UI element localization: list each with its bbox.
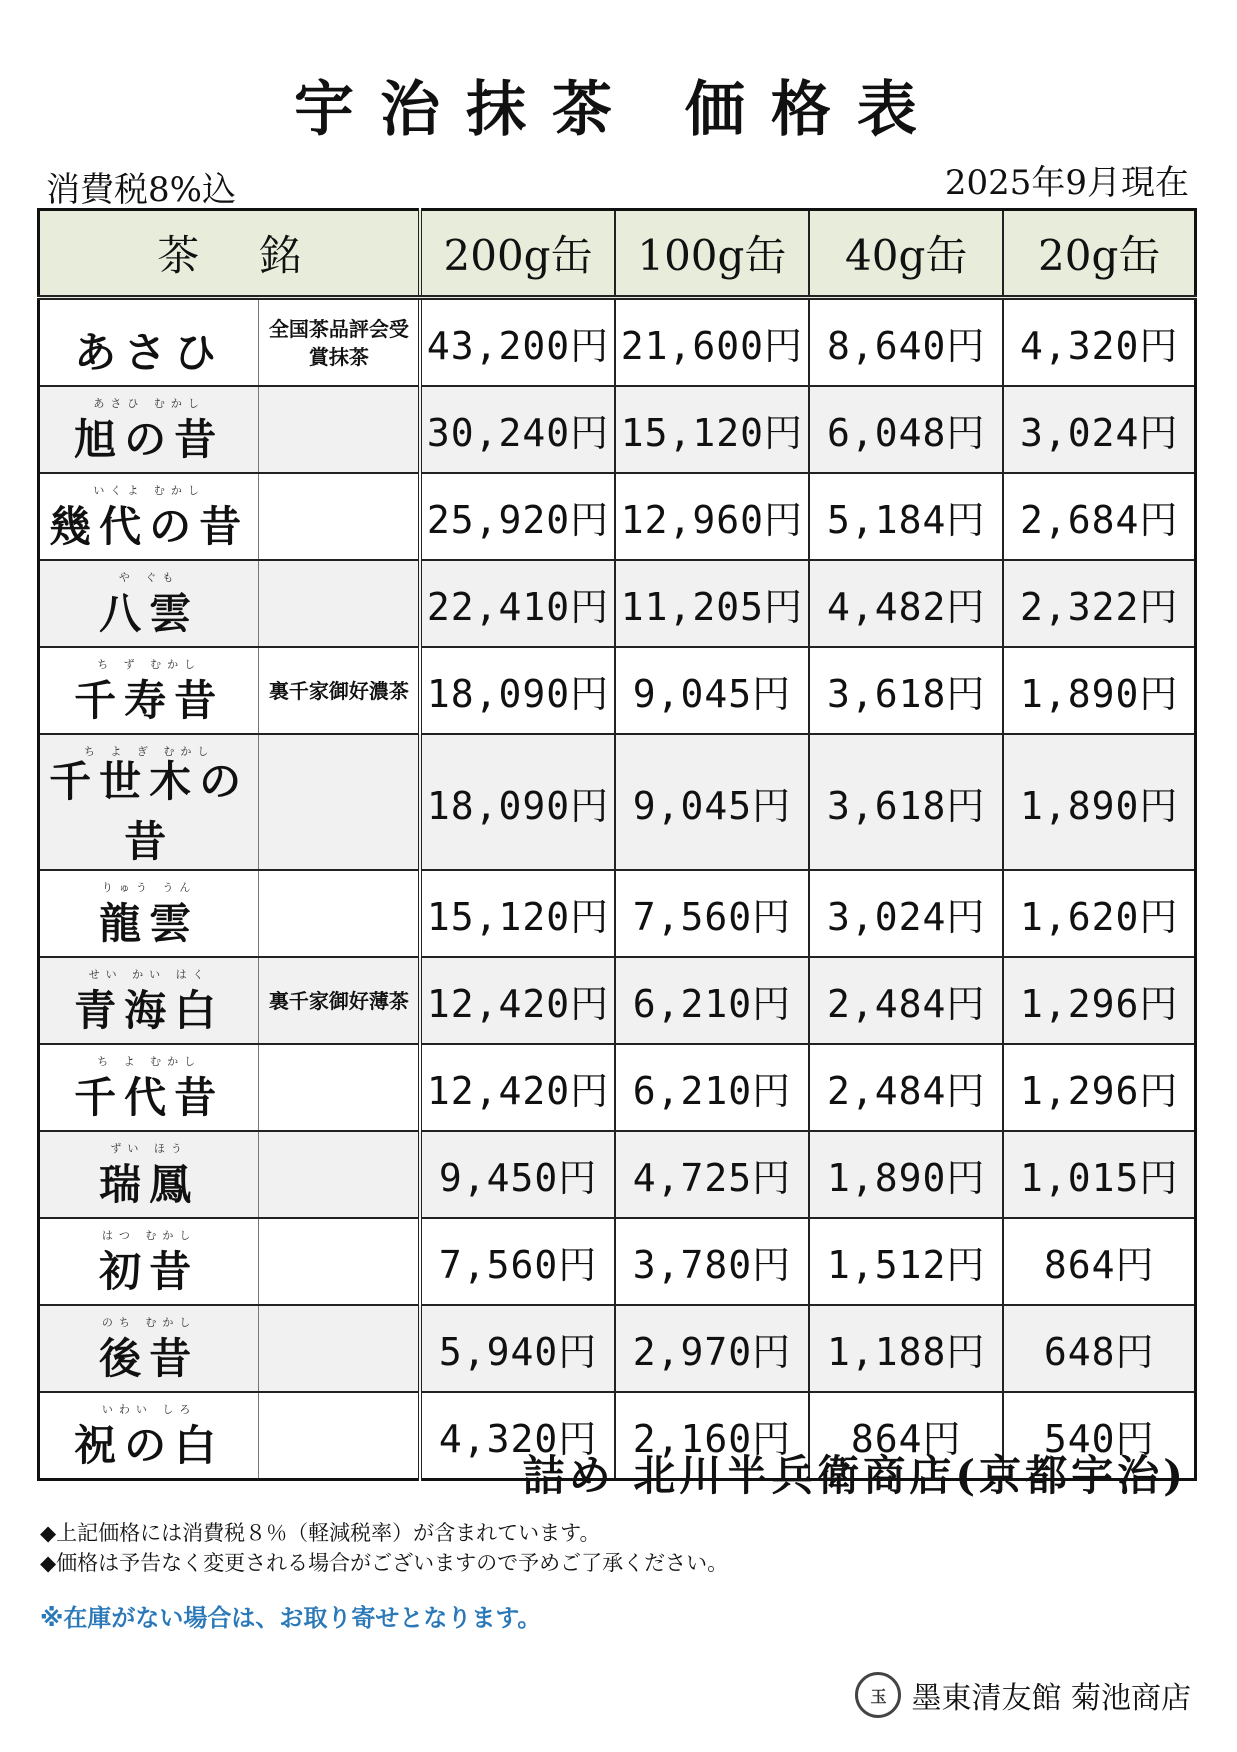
tea-name: 千寿昔 (74, 675, 225, 725)
tea-reading: いくよ むかし (93, 484, 205, 497)
tea-note (259, 734, 421, 870)
price-cell: 30,240円 (420, 386, 614, 473)
tea-name-cell (39, 957, 259, 1044)
tea-name-cell (39, 386, 259, 473)
price-cell: 864円 (1003, 1218, 1195, 1305)
table-header-row (39, 210, 1196, 298)
maker-label: 詰め 北川半兵衛商店(京都宇治) (522, 1451, 1187, 1500)
table-row (39, 1044, 1196, 1131)
table-row (39, 647, 1196, 734)
tea-note (259, 473, 421, 560)
price-cell: 1,296円 (1003, 1044, 1195, 1131)
tea-name: 瑞鳳 (99, 1159, 200, 1209)
tea-note (259, 1218, 421, 1305)
price-cell: 5,940円 (420, 1305, 614, 1392)
page-title: 宇治抹茶 価格表 (294, 75, 943, 145)
tea-name: 初昔 (99, 1246, 200, 1296)
table-row (39, 870, 1196, 957)
price-cell: 12,420円 (420, 957, 614, 1044)
table-row (39, 734, 1196, 870)
price-cell: 18,090円 (420, 647, 614, 734)
price-cell: 4,725円 (615, 1131, 809, 1218)
price-cell: 1,015円 (1003, 1131, 1195, 1218)
price-cell: 8,640円 (809, 298, 1003, 387)
header-200g: 200g缶 (420, 210, 614, 298)
price-cell: 1,296円 (1003, 957, 1195, 1044)
tea-reading: や ぐも (118, 571, 180, 584)
tea-name-cell (39, 298, 259, 387)
table-row (39, 298, 1196, 387)
price-cell: 2,484円 (809, 957, 1003, 1044)
tea-name-cell (39, 473, 259, 560)
table-row (39, 1305, 1196, 1392)
date-note: 2025年9月現在 (944, 163, 1189, 203)
tea-reading: ずい ほう (110, 1142, 188, 1155)
price-cell: 3,618円 (809, 734, 1003, 870)
header-40g: 40g缶 (809, 210, 1003, 298)
stock-note: ※在庫がない場合は、お取り寄せとなります。 (40, 1604, 542, 1632)
tea-name-cell (39, 1131, 259, 1218)
price-cell: 3,780円 (615, 1218, 809, 1305)
header-100g: 100g缶 (615, 210, 809, 298)
price-cell: 4,320円 (1003, 298, 1195, 387)
tea-name: 青海白 (74, 985, 225, 1035)
price-cell: 21,600円 (615, 298, 809, 387)
price-cell: 2,970円 (615, 1305, 809, 1392)
tea-name: 祝の白 (74, 1420, 225, 1470)
tea-name-cell (39, 1392, 259, 1480)
price-cell: 4,482円 (809, 560, 1003, 647)
price-cell: 12,960円 (615, 473, 809, 560)
tea-note (259, 1044, 421, 1131)
price-cell: 1,890円 (809, 1131, 1003, 1218)
notes (40, 1518, 728, 1578)
price-cell: 12,420円 (420, 1044, 614, 1131)
tea-name-cell (39, 560, 259, 647)
shop-name: 墨東清友館 菊池商店 (911, 1681, 1191, 1716)
price-cell: 540円 (1003, 1392, 1195, 1480)
price-cell: 43,200円 (420, 298, 614, 387)
table-row (39, 560, 1196, 647)
price-cell: 3,024円 (1003, 386, 1195, 473)
price-cell: 7,560円 (615, 870, 809, 957)
tea-note (259, 870, 421, 957)
tea-note (259, 1305, 421, 1392)
price-cell: 22,410円 (420, 560, 614, 647)
tea-note: 裏千家御好濃茶 (259, 647, 421, 734)
price-cell: 648円 (1003, 1305, 1195, 1392)
price-cell: 4,320円 (420, 1392, 614, 1480)
table-row (39, 386, 1196, 473)
shop-logo-icon: 玉 (855, 1672, 901, 1718)
tea-reading: ち よ ぎ むかし (83, 745, 215, 758)
table-row (39, 473, 1196, 560)
tea-reading: はつ むかし (101, 1229, 197, 1242)
tea-reading: せい かい はく (88, 968, 210, 981)
tea-name: 幾代の昔 (49, 501, 250, 551)
price-cell: 864円 (809, 1392, 1003, 1480)
price-cell: 9,045円 (615, 734, 809, 870)
price-cell: 3,024円 (809, 870, 1003, 957)
tea-name-cell (39, 734, 259, 870)
tea-name-cell (39, 870, 259, 957)
price-cell: 6,210円 (615, 957, 809, 1044)
tea-reading: ち よ むかし (97, 1055, 202, 1068)
tea-reading: りゅう うん (101, 881, 197, 894)
table-row (39, 1131, 1196, 1218)
tea-reading: のち むかし (101, 1316, 197, 1329)
price-cell: 1,890円 (1003, 734, 1195, 870)
price-cell: 7,560円 (420, 1218, 614, 1305)
price-cell: 25,920円 (420, 473, 614, 560)
price-cell: 15,120円 (615, 386, 809, 473)
price-cell: 2,322円 (1003, 560, 1195, 647)
tea-name-cell (39, 1044, 259, 1131)
tea-name: 八雲 (99, 588, 200, 638)
price-cell: 1,512円 (809, 1218, 1003, 1305)
tea-name-cell (39, 1305, 259, 1392)
note-line: ◆価格は予告なく変更される場合がございますので予めご了承ください。 (40, 1551, 729, 1575)
price-cell: 2,160円 (615, 1392, 809, 1480)
tea-reading: ち ず むかし (97, 658, 202, 671)
price-cell: 9,450円 (420, 1131, 614, 1218)
price-table (37, 208, 1197, 1481)
price-rows (39, 298, 1196, 1480)
tea-reading: あさひ むかし (93, 397, 205, 410)
tea-name: 龍雲 (99, 898, 200, 948)
tea-name: 後昔 (99, 1333, 200, 1383)
table-row (39, 957, 1196, 1044)
tea-name: 旭の昔 (74, 414, 225, 464)
price-cell: 6,048円 (809, 386, 1003, 473)
price-cell: 18,090円 (420, 734, 614, 870)
price-cell: 9,045円 (615, 647, 809, 734)
price-cell: 1,890円 (1003, 647, 1195, 734)
tax-note: 消費税8%込 (46, 170, 236, 210)
tea-name: あさひ (74, 327, 225, 377)
table-row (39, 1218, 1196, 1305)
price-cell: 5,184円 (809, 473, 1003, 560)
tea-note (259, 560, 421, 647)
note-line: ◆上記価格には消費税８％（軽減税率）が含まれています。 (40, 1521, 601, 1545)
price-cell: 6,210円 (615, 1044, 809, 1131)
tea-note: 全国茶品評会受賞抹茶 (259, 298, 421, 387)
price-cell: 1,620円 (1003, 870, 1195, 957)
tea-name: 千世木の昔 (49, 757, 250, 866)
price-cell: 11,205円 (615, 560, 809, 647)
price-cell: 2,684円 (1003, 473, 1195, 560)
price-cell: 1,188円 (809, 1305, 1003, 1392)
header-20g: 20g缶 (1003, 210, 1195, 298)
price-cell: 2,484円 (809, 1044, 1003, 1131)
tea-note (259, 1131, 421, 1218)
shop-footer (855, 1672, 1191, 1718)
tea-name: 千代昔 (74, 1072, 225, 1122)
price-cell: 15,120円 (420, 870, 614, 957)
tea-reading: いわい しろ (101, 1403, 197, 1416)
header-tea-name: 茶銘 (39, 210, 421, 298)
price-cell: 3,618円 (809, 647, 1003, 734)
tea-note (259, 386, 421, 473)
tea-name-cell (39, 647, 259, 734)
tea-name-cell (39, 1218, 259, 1305)
tea-note (259, 1392, 421, 1480)
tea-note: 裏千家御好薄茶 (259, 957, 421, 1044)
